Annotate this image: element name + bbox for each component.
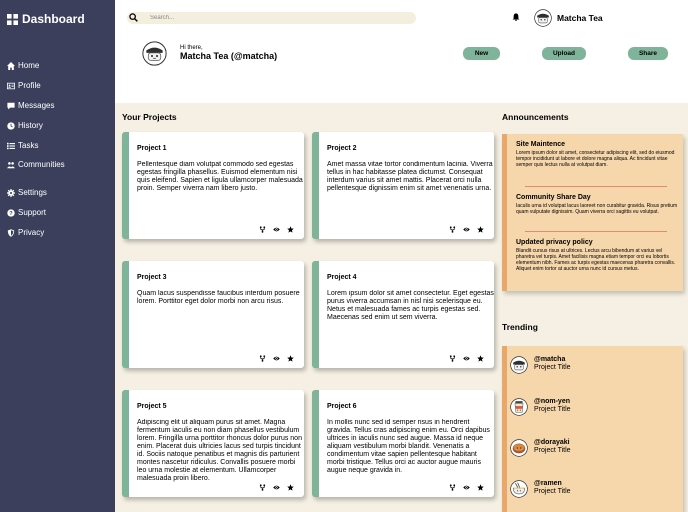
shield-icon [7, 229, 15, 237]
announcements-heading: Announcements [502, 112, 569, 122]
greeting-text: Hi there, [180, 45, 203, 51]
project-card[interactable] [122, 390, 304, 497]
fork-icon[interactable] [449, 484, 456, 491]
card-actions [449, 484, 484, 491]
trending-item[interactable] [510, 439, 680, 461]
user-handle: Matcha Tea (@matcha) [180, 51, 278, 61]
sidebar-item-label: Home [18, 61, 40, 70]
sidebar-item-label: Settings [18, 188, 47, 197]
announcement-text: Iaculis urna id volutpat lacus laoreet non curabitur gravida. Risus pretium quam vulputate dignissim. Quam viverra orci sagittis eu volutpat. [516, 203, 678, 215]
card-actions [449, 226, 484, 233]
project-description: Adipiscing elit ut aliquam purus sit amet. Magna fermentum iaculis eu non diam phasellus vestibulum lorem. Fringilla urna porttitor rhoncus dolor purus non enim. Placerat duis ultricies lacus sed turpis tincidunt id. Sociis natoque penatibus et magnis dis parturient montes nascetur ridiculus. Convallis posuere morbi leo urna molestie at elementum. Ullamcorper malesuada proin libero. [137, 419, 302, 482]
announcement-title: Updated privacy policy [516, 239, 593, 246]
trending-project: Project Title [534, 364, 571, 371]
trending-handle: @ramen [534, 480, 562, 487]
message-icon [7, 102, 15, 110]
brand [7, 12, 85, 26]
dashboard-icon [7, 14, 18, 25]
user-name: Matcha Tea [557, 13, 603, 23]
project-title: Project 6 [327, 403, 357, 410]
announcement-item [516, 141, 680, 168]
announcement-title: Community Share Day [516, 194, 591, 201]
search-input[interactable] [150, 12, 410, 24]
announcement-item [516, 239, 680, 272]
sidebar-item-label: Support [18, 208, 47, 217]
tasks-icon [7, 142, 15, 150]
project-title: Project 3 [137, 274, 167, 281]
noodle-cup-avatar [510, 398, 528, 416]
trending-project: Project Title [534, 447, 571, 454]
project-card[interactable] [312, 132, 494, 239]
sidebar-item-tasks[interactable] [7, 141, 38, 150]
project-title: Project 4 [327, 274, 357, 281]
user-avatar[interactable] [534, 9, 552, 27]
announcement-text: Lorem ipsum dolor sit amet, consectetur adipiscing elit, sed do eiusmod tempor incididunt ut labore et dolore magna aliqua. Ac tincidunt vitae semper quis lectus nulla at volutpat diam. [516, 150, 675, 168]
star-icon[interactable] [477, 355, 484, 362]
trending-item[interactable] [510, 480, 680, 502]
star-icon[interactable] [477, 484, 484, 491]
sidebar-item-settings[interactable] [7, 188, 47, 197]
question-icon [7, 209, 15, 217]
search-icon [129, 13, 138, 22]
announcement-title: Site Maintence [516, 141, 566, 148]
fork-icon[interactable] [259, 226, 266, 233]
project-title: Project 5 [137, 403, 167, 410]
matcha-avatar [510, 356, 528, 374]
fork-icon[interactable] [449, 226, 456, 233]
fork-icon[interactable] [259, 355, 266, 362]
sidebar [0, 0, 115, 512]
card-actions [449, 355, 484, 362]
project-description: Amet massa vitae tortor condimentum lacinia. Viverra tellus in hac habitasse platea dictumst. Consequat interdum varius sit amet mattis. Placerat orci nulla pellentesque dignissim enim sit amet venenatis urna. [327, 161, 493, 192]
divider [525, 186, 667, 187]
sidebar-item-label: Tasks [18, 141, 39, 150]
project-description: Pellentesque diam volutpat commodo sed egestas egestas fringilla phasellus. Euismod elementum nisi quis eleifend. Sapien et ligula ullamcorper malesuada proin. Semper viverra nam libero justo. [137, 161, 303, 192]
announcement-item [516, 194, 680, 215]
people-icon [7, 161, 15, 169]
clock-icon [7, 122, 15, 130]
eye-icon[interactable] [273, 484, 280, 491]
card-actions [259, 226, 294, 233]
project-card[interactable] [312, 390, 494, 497]
sidebar-item-support[interactable] [7, 208, 46, 217]
upload-button[interactable]: Upload [542, 47, 586, 60]
sidebar-item-label: History [18, 121, 43, 130]
bell-icon[interactable] [512, 13, 520, 21]
new-button[interactable]: New [463, 47, 500, 60]
sidebar-item-messages[interactable] [7, 101, 54, 110]
trending-handle: @matcha [534, 356, 566, 363]
sidebar-item-profile[interactable] [7, 81, 41, 90]
gear-icon [7, 189, 15, 197]
top-bar [115, 0, 688, 103]
sidebar-item-label: Profile [18, 81, 41, 90]
star-icon[interactable] [287, 226, 294, 233]
project-description: Lorem ipsum dolor sit amet consectetur. Eget egestas purus viverra accumsan in nisl nisi scelerisque eu. Netus et malesuada fames ac turpis egestas sed. Maecenas sed enim ut sem viverra. [327, 290, 494, 321]
star-icon[interactable] [287, 484, 294, 491]
trending-heading: Trending [502, 322, 538, 332]
eye-icon[interactable] [463, 355, 470, 362]
eye-icon[interactable] [273, 355, 280, 362]
trending-panel [502, 346, 683, 512]
sidebar-item-home[interactable] [7, 61, 39, 70]
sidebar-item-communities[interactable] [7, 160, 65, 169]
announcements-panel [502, 134, 683, 291]
project-card[interactable] [312, 261, 494, 368]
sidebar-item-label: Privacy [18, 228, 45, 237]
dashboard-title: Dashboard [22, 12, 85, 26]
trending-project: Project Title [534, 488, 571, 495]
fork-icon[interactable] [259, 484, 266, 491]
project-description: Quam lacus suspendisse faucibus interdum posuere lorem. Porttitor eget dolor morbi non arcu risus. [137, 290, 300, 305]
star-icon[interactable] [287, 355, 294, 362]
project-card[interactable] [122, 261, 304, 368]
divider [525, 231, 667, 232]
eye-icon[interactable] [463, 484, 470, 491]
dorayaki-avatar [510, 439, 528, 457]
trending-item[interactable] [510, 356, 680, 378]
sidebar-item-label: Communities [18, 160, 65, 169]
share-button[interactable]: Share [628, 47, 668, 60]
project-title: Project 2 [327, 145, 357, 152]
eye-icon[interactable] [463, 226, 470, 233]
project-title: Project 1 [137, 145, 167, 152]
star-icon[interactable] [477, 226, 484, 233]
project-card[interactable] [122, 132, 304, 239]
trending-item[interactable] [510, 398, 680, 420]
sidebar-item-history[interactable] [7, 121, 43, 130]
ramen-bowl-avatar [510, 480, 528, 498]
projects-heading: Your Projects [122, 112, 177, 122]
search-bar [127, 12, 416, 24]
announcement-text: Blandit cursus risus at ultrices. Lectus arcu bibendum at varius vel pharetra vel turpis. Amet facilisis magna etiam tempor orci eu lobortis elementum nibh. Fames ac turpis egestas maecenas pharetra convallis. Aliquet enim tortor at auctor urna nunc id cursus metus. [516, 248, 676, 272]
fork-icon[interactable] [449, 355, 456, 362]
sidebar-item-label: Messages [18, 101, 55, 110]
card-actions [259, 355, 294, 362]
home-icon [7, 62, 15, 70]
trending-project: Project Title [534, 406, 571, 413]
trending-handle: @dorayaki [534, 439, 570, 446]
trending-handle: @nom-yen [534, 398, 570, 405]
svg-text:?: ? [9, 210, 13, 217]
project-description: In mollis nunc sed id semper risus in hendrerit gravida. Tellus cras adipiscing enim eu. Orci dapibus ultrices in iaculis nunc sed augue. Massa id neque aliquam vestibulum morbi blandit. Venenatis a condimentum vitae sapien pellentesque habitant morbi tristique. Tellus orci ac auctor augue mauris augue neque gravida in. [327, 419, 490, 474]
profile-avatar [142, 41, 167, 66]
card-actions [259, 484, 294, 491]
sidebar-item-privacy[interactable] [7, 228, 44, 237]
eye-icon[interactable] [273, 226, 280, 233]
profile-card-icon [7, 82, 15, 90]
